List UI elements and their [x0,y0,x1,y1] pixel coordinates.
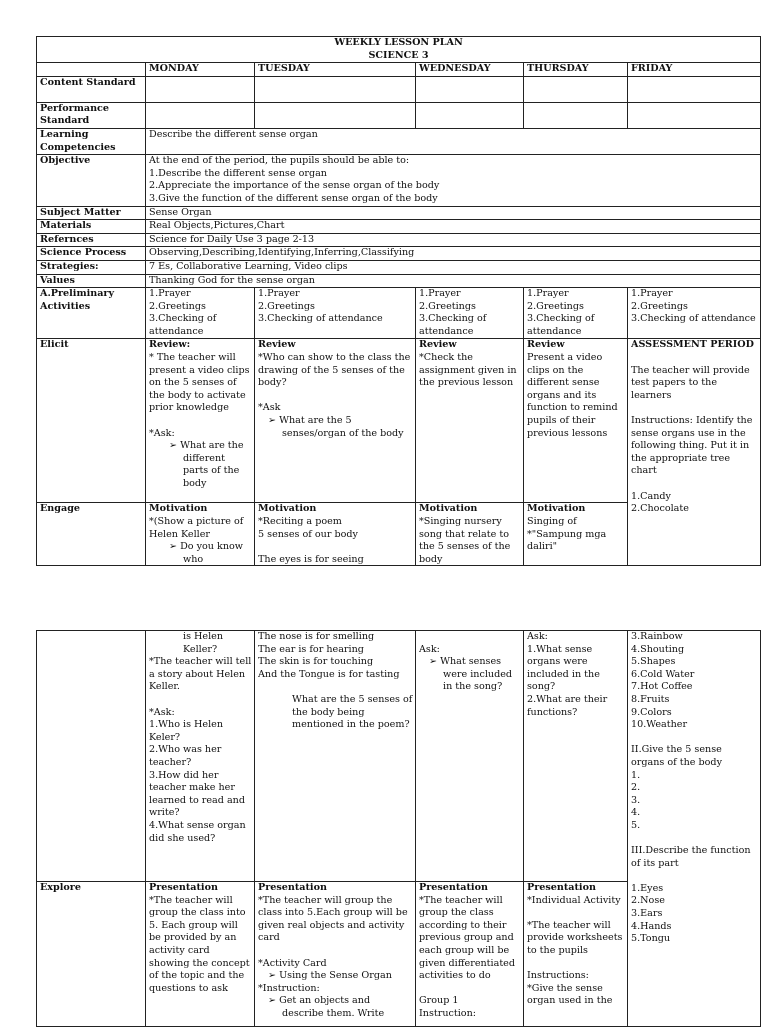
label-science-process: Science Process [37,247,146,261]
preliminary-thursday: 1.Prayer 2.Greetings 3.Checking of attendance [524,288,628,339]
preliminary-wednesday: 1.Prayer 2.Greetings 3.Checking of attendance [416,288,524,339]
label-explore: Explore [37,882,146,1027]
label-learning-competencies: Learning Competencies [37,128,146,154]
explore-tuesday: Presentation *The teacher will group the class into 5.Each group will be given real objects and activity card *Activity Card ➢ Using the Sense Organ *Instruction: ➢ Get an objects and describe them. Write [255,882,416,1027]
engage-tuesday: Motivation *Reciting a poem 5 senses of our body The eyes is for seeing [255,503,416,566]
engage-monday-cont: is Helen Keller? *The teacher will tell a story about Helen Keller. *Ask: 1.Who is Helen Keler? 2.Who was her teacher? 3.How did her teacher make her learned to read and write? 4.What sense organ did she used? [146,631,255,882]
objective-line: 3.Give the function of the different sense organ of the body [149,192,438,204]
label-engage: Engage [37,503,146,566]
arrow-bullet-icon: ➢ [268,415,280,427]
elicit-monday: Review: * The teacher will present a video clips on the 5 senses of the body to activate prior knowledge *Ask: ➢ What are the different parts of the body [146,339,255,503]
objective-value [146,155,761,206]
plan-subtitle: SCIENCE 3 [368,49,429,61]
science-process-value: Observing,Describing,Identifying,Inferring,Classifying [146,247,761,261]
elicit-tuesday: Review *Who can show to the class the drawing of the 5 senses of the body? *Ask ➢ What are the 5 senses/organ of the body [255,339,416,503]
preliminary-tuesday: 1.Prayer 2.Greetings 3.Checking of attendance [255,288,416,339]
objective-line: At the end of the period, the pupils should be able to: [149,155,410,167]
arrow-bullet-icon: ➢ [429,656,441,668]
label-content-standard: Content Standard [37,76,146,102]
engage-monday: Motivation *(Show a picture of Helen Keller ➢ Do you know who [146,503,255,566]
day-friday: FRIDAY [628,63,761,77]
values-value: Thanking God for the sense organ [146,274,761,288]
assessment-friday-cont: 3.Rainbow 4.Shouting 5.Shapes 6.Cold Water 7.Hot Coffee 8.Fruits 9.Colors 10.Weather II.Give the 5 sense organs of the body 1. 2. 3. 4. 5. III.Describe the function of its part 1.Eyes 2.Nose 3.Ears 4.Hands 5.Tongu [628,631,761,1027]
label-preliminary: A.Preliminary Activities [37,288,146,339]
lesson-plan-table-page1 [36,36,761,566]
day-thursday: THURSDAY [524,63,628,77]
day-monday: MONDAY [146,63,255,77]
engage-thursday: Motivation Singing of *"Sampung mga daliri" [524,503,628,566]
engage-label-cont [37,631,146,882]
label-references: Refernces [37,233,146,247]
label-materials: Materials [37,220,146,234]
learning-competencies-value: Describe the different sense organ [146,128,761,154]
engage-wednesday: Motivation *Singing nursery song that relate to the 5 senses of the body [416,503,524,566]
arrow-bullet-icon: ➢ [169,541,181,553]
label-subject-matter: Subject Matter [37,206,146,220]
corner-cell [37,63,146,77]
objective-line: 1.Describe the different sense organ [149,167,327,179]
explore-wednesday: Presentation *The teacher will group the class according to their previous group and each group will be given differentiated activities to do Group 1 Instruction: [416,882,524,1027]
explore-monday: Presentation *The teacher will group the class into 5. Each group will be provided by an activity card showing the concept of the topic and the questions to ask [146,882,255,1027]
label-objective: Objective [37,155,146,206]
label-strategies: Strategies: [37,260,146,274]
elicit-thursday: Review Present a video clips on the different sense organs and its function to remind pupils of their previous lessons [524,339,628,503]
elicit-friday: ASSESSMENT PERIOD The teacher will provide test papers to the learners Instructions: Identify the sense organs use in the following thing. Put it in the appropriate tree chart 1.Candy 2.Chocolate [628,339,761,566]
references-value: Science for Daily Use 3 page 2-13 [146,233,761,247]
strategies-value: 7 Es, Collaborative Learning, Video clips [146,260,761,274]
preliminary-monday: 1.Prayer 2.Greetings 3.Checking of attendance [146,288,255,339]
arrow-bullet-icon: ➢ [268,995,280,1007]
label-values: Values [37,274,146,288]
arrow-bullet-icon: ➢ [169,440,181,452]
objective-line: 2.Appreciate the importance of the sense organ of the body [149,180,440,192]
engage-wednesday-cont: Ask: ➢ What senses were included in the song? [416,631,524,882]
preliminary-friday: 1.Prayer 2.Greetings 3.Checking of attendance [628,288,761,339]
subject-matter-value: Sense Organ [146,206,761,220]
day-tuesday: TUESDAY [255,63,416,77]
day-wednesday: WEDNESDAY [416,63,524,77]
plan-header [37,37,761,63]
engage-tuesday-cont: The nose is for smelling The ear is for hearing The skin is for touching And the Tongue is for tasting What are the 5 senses of the body being mentioned in the poem? [255,631,416,882]
arrow-bullet-icon: ➢ [268,970,280,982]
plan-title: WEEKLY LESSON PLAN [334,37,463,48]
label-elicit: Elicit [37,339,146,503]
explore-thursday: Presentation *Individual Activity *The teacher will provide worksheets to the pupils Instructions: *Give the sense organ used in the [524,882,628,1027]
engage-thursday-cont: Ask: 1.What sense organs were included in the song? 2.What are their functions? [524,631,628,882]
label-performance-standard: Performance Standard [37,102,146,128]
materials-value: Real Objects,Pictures,Chart [146,220,761,234]
lesson-plan-table-page2 [36,630,761,1027]
elicit-wednesday: Review *Check the assignment given in the previous lesson [416,339,524,503]
